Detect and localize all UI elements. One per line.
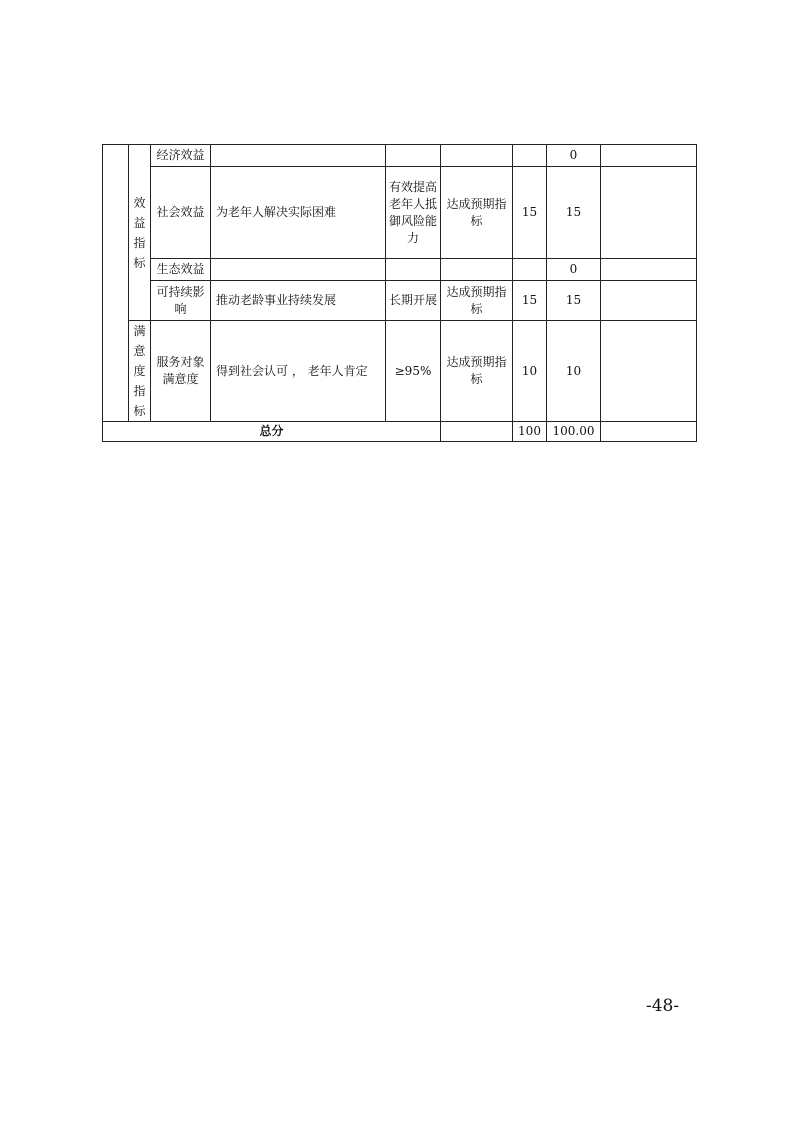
note-cell — [601, 167, 697, 259]
group-label-satisfaction: 满意度指标 — [133, 324, 146, 418]
sub-indicator: 生态效益 — [151, 259, 211, 281]
level2-cell — [129, 145, 151, 321]
weight-value: 15 — [513, 167, 547, 259]
target-value — [386, 145, 441, 167]
weight-value: 10 — [513, 321, 547, 422]
total-note — [601, 422, 697, 442]
score-value: 15 — [547, 167, 601, 259]
sub-indicator: 经济效益 — [151, 145, 211, 167]
page-number: -48- — [646, 996, 680, 1016]
total-score: 100.00 — [547, 422, 601, 442]
indicator-content: 推动老龄事业持续发展 — [211, 281, 386, 321]
weight-value — [513, 145, 547, 167]
note-cell — [601, 281, 697, 321]
total-row — [103, 422, 697, 442]
score-value: 10 — [547, 321, 601, 422]
actual-value — [441, 259, 513, 281]
weight-value: 15 — [513, 281, 547, 321]
score-value: 0 — [547, 259, 601, 281]
target-value — [386, 259, 441, 281]
note-cell — [601, 259, 697, 281]
table-row — [103, 281, 697, 321]
actual-value — [441, 145, 513, 167]
total-actual — [441, 422, 513, 442]
level1-cell — [103, 145, 129, 422]
sub-indicator: 可持续影响 — [151, 281, 211, 321]
actual-value: 达成预期指标 — [441, 167, 513, 259]
table-row — [103, 167, 697, 259]
actual-value: 达成预期指标 — [441, 321, 513, 422]
indicator-content — [211, 259, 386, 281]
note-cell — [601, 145, 697, 167]
indicator-content — [211, 145, 386, 167]
group-label-benefit: 效益指标 — [133, 195, 146, 270]
note-cell — [601, 321, 697, 422]
total-label: 总分 — [103, 422, 441, 442]
target-value: 有效提高老年人抵御风险能力 — [386, 167, 441, 259]
target-value: 长期开展 — [386, 281, 441, 321]
sub-indicator: 服务对象满意度 — [151, 321, 211, 422]
performance-table — [102, 144, 697, 442]
indicator-content: 为老年人解决实际困难 — [211, 167, 386, 259]
total-weight: 100 — [513, 422, 547, 442]
actual-value: 达成预期指标 — [441, 281, 513, 321]
table-row — [103, 321, 697, 422]
score-value: 15 — [547, 281, 601, 321]
weight-value — [513, 259, 547, 281]
table-row — [103, 145, 697, 167]
table-row — [103, 259, 697, 281]
sub-indicator: 社会效益 — [151, 167, 211, 259]
score-value: 0 — [547, 145, 601, 167]
target-value: ≥95% — [386, 321, 441, 422]
level2-cell — [129, 321, 151, 422]
indicator-content: 得到社会认可 ， 老年人肯定 — [211, 321, 386, 422]
